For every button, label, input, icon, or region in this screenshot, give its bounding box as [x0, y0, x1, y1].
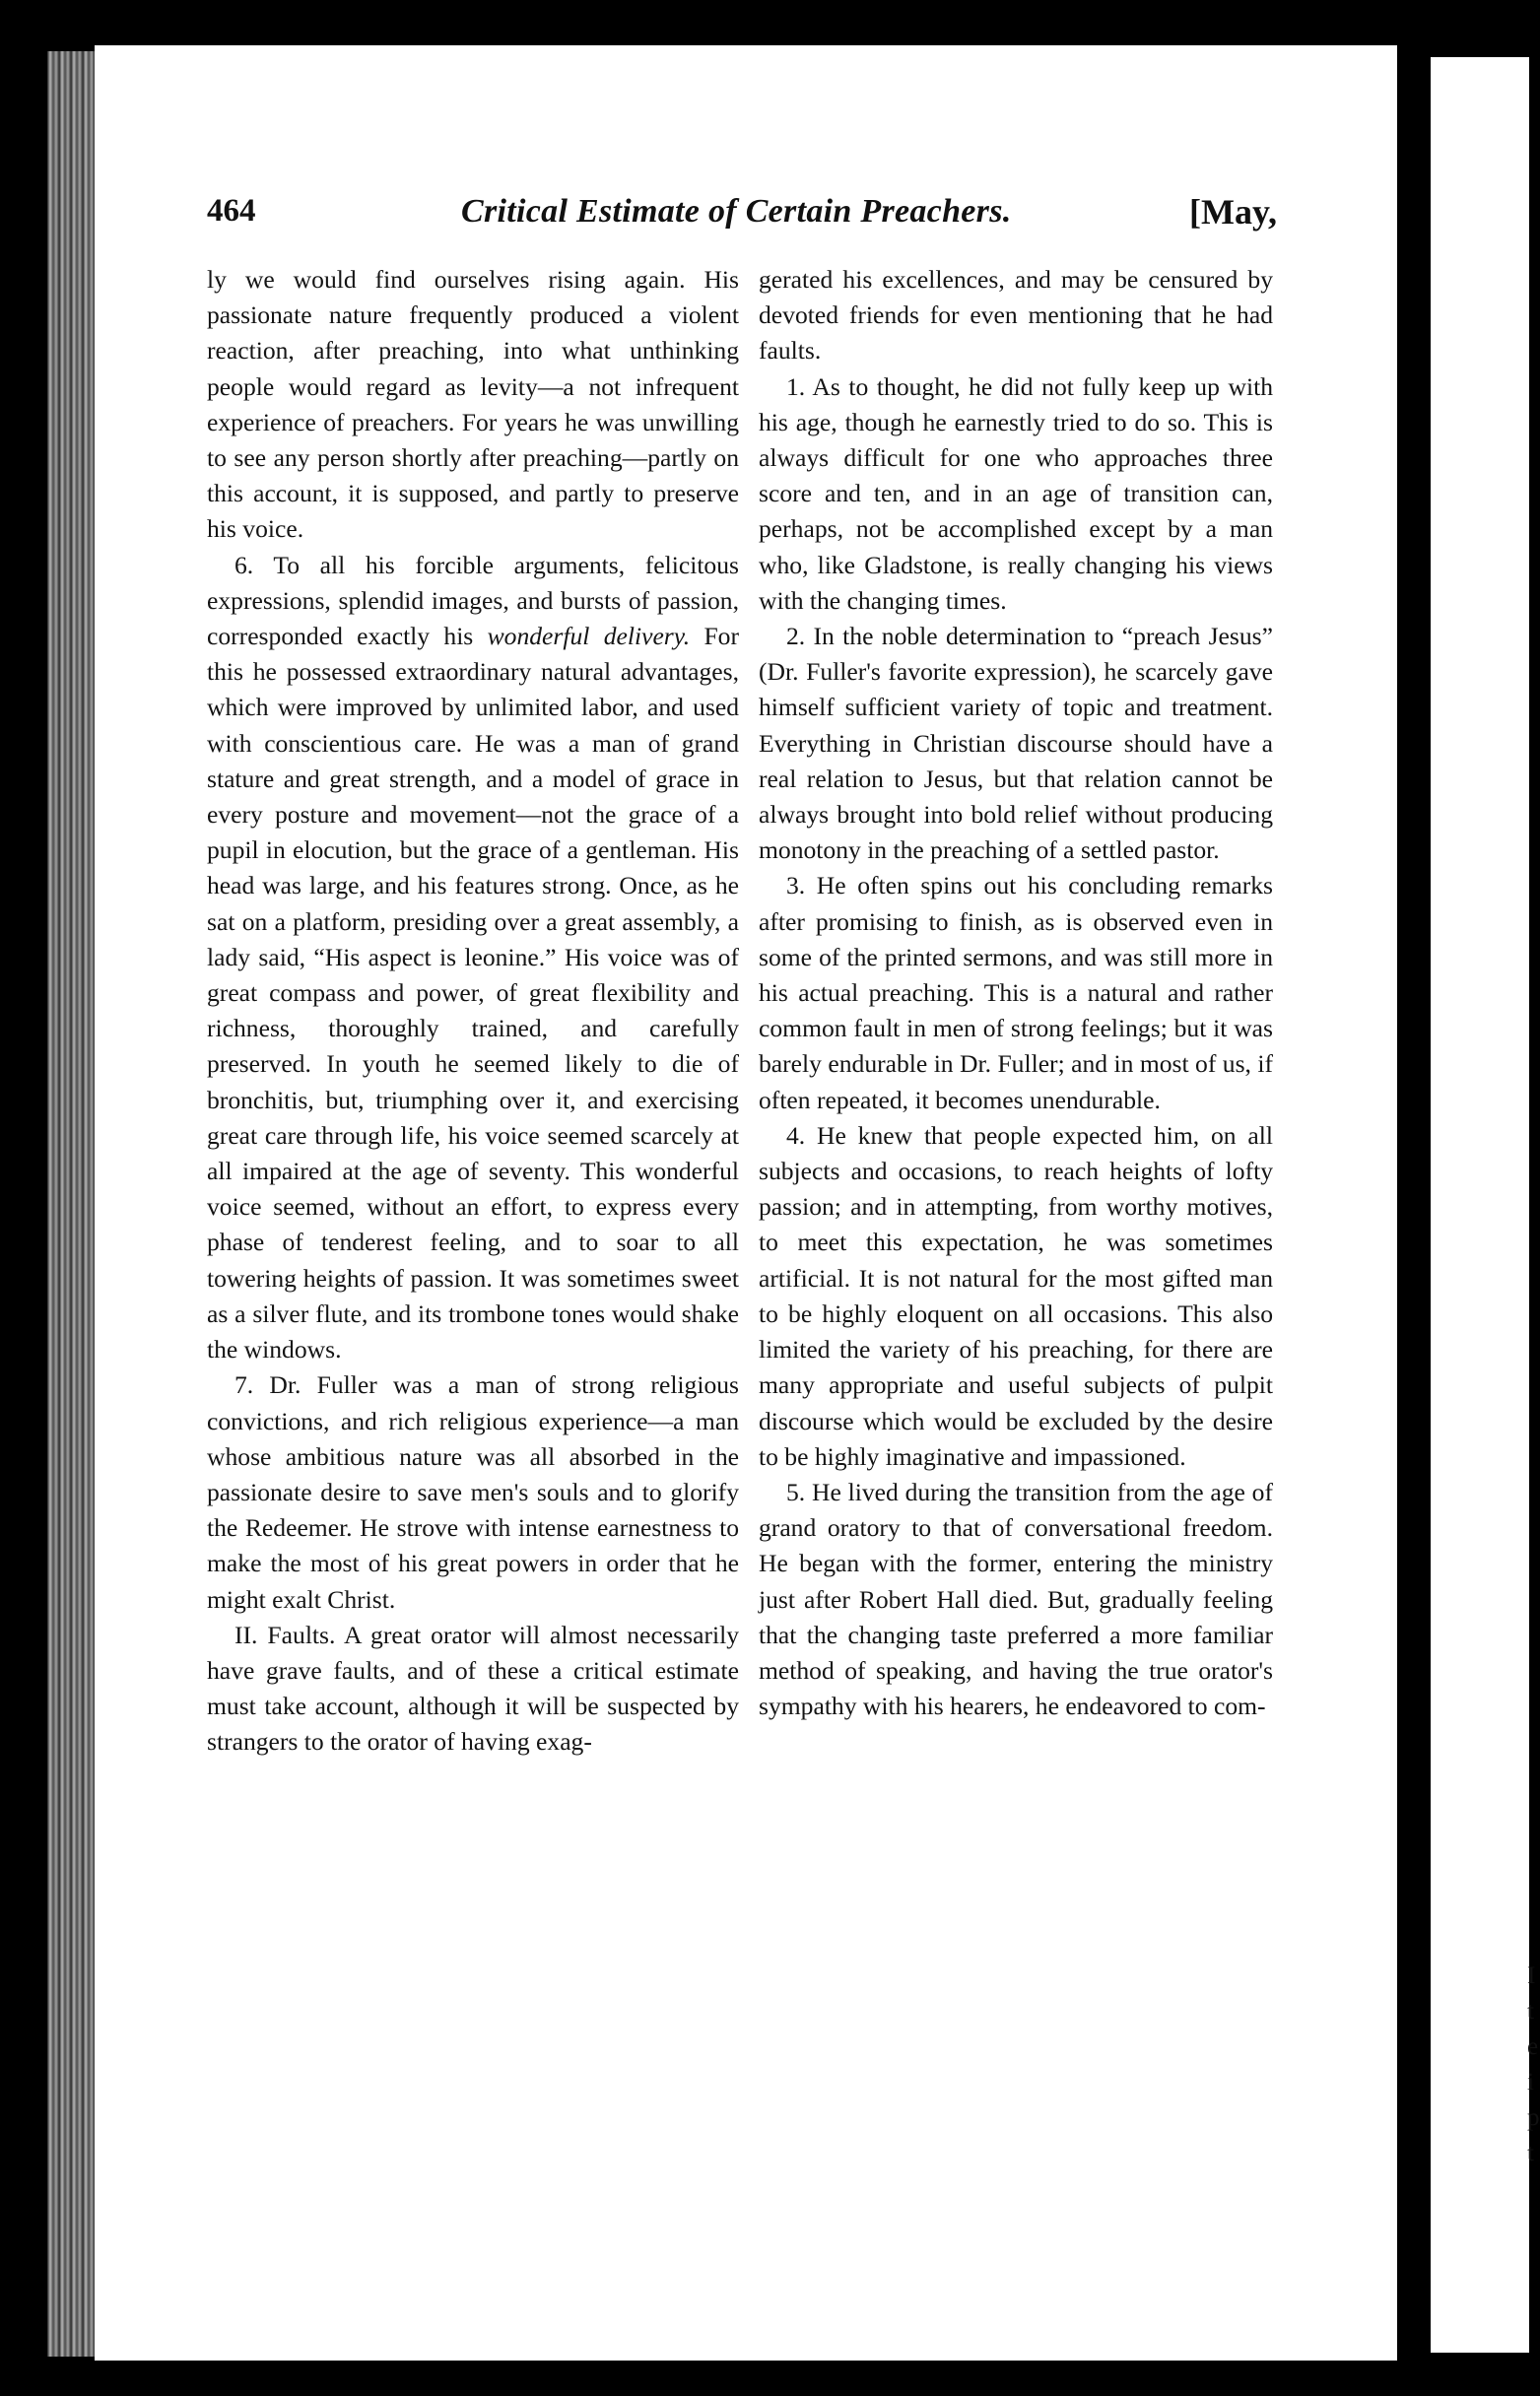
running-title: Critical Estimate of Certain Preachers.	[461, 193, 1012, 230]
paragraph: 5. He lived during the transition from the age of grand oratory to that of conversational freedom. He began with the former, entering the ministry just after Robert Hall died. But, gradually feeling that the changing taste preferred a more familiar method of speaking, and having the true orator's sympathy with his hearers, he endeavored to com-	[759, 1477, 1273, 1721]
paragraph: 3. He often spins out his concluding remarks after promising to finish, as is observed even in some of the printed sermons, and was still more in his actual preaching. This is a natural and rather common fault in men of strong feelings; but it was barely endurable in Dr. Fuller; and in most of us, if often repeated, it becomes unendurable.	[759, 871, 1273, 1114]
next-page-fragment: p	[1527, 2104, 1540, 2131]
right-column	[759, 262, 1273, 2301]
page-header	[207, 193, 1277, 242]
paragraph: II. Faults. A great orator will almost necessarily have grave faults, and of these a critical estimate must take account, although it will be suspected by strangers to the orator of having exag-	[207, 1620, 739, 1757]
next-page-fragment: i	[1527, 2069, 1534, 2096]
emphasis-text: wonderful delivery.	[487, 622, 691, 651]
paragraph: ly we would find ourselves rising again. His passionate nature frequently produced a violent reaction, after preaching, into what unthinking people would regard as levity—a not infrequent experience of preachers. For years he was unwilling to see any person shortly after preaching—partly on this account, it is supposed, and partly to preserve his voice.	[207, 265, 739, 544]
left-column	[207, 262, 739, 2301]
next-page-fragment: I	[1527, 1963, 1536, 1989]
paragraph: 4. He knew that people expected him, on all subjects and occasions, to reach heights of lofty passion; and in attempting, from worthy motives, to meet this expectation, he was sometimes artificial. It is not natural for the most gifted man to be highly eloquent on all occasions. This also limited the variety of his preaching, for there are many appropriate and useful subjects of pulpit discourse which would be excluded by the desire to be highly imaginative and impassioned.	[759, 1120, 1273, 1471]
adjacent-page-edge	[1431, 57, 1540, 2353]
page-number: 464	[207, 193, 256, 229]
paragraph	[207, 548, 739, 1368]
paragraph: 7. Dr. Fuller was a man of strong religious convictions, and rich religious experience—a man whose ambitious nature was all absorbed in the passionate desire to save men's souls and to glorify the Redeemer. He strove with intense earnestness to make the most of his great powers in order that he might exalt Christ.	[207, 1370, 739, 1614]
paragraph: 1. As to thought, he did not fully keep up with his age, though he earnestly tried to do so. This is always difficult for one who approaches three score and ten, and in an age of transition can, perhaps, not be accomplished except by a man who, like Gladstone, is really changing his views with the changing times.	[759, 371, 1273, 615]
next-page-fragment: t	[1527, 1998, 1534, 2025]
paragraph-text: For this he possessed extraordinary natural advantages, which were improved by unlimited labor, and used with conscientious care. He was a man of grand stature and great strength, and a model of grace in every posture and movement—not the grace of a pupil in elocution, but the grace of a gentleman. His head was large, and his features strong. Once, as he sat on a platform, presiding over a great assembly, a lady said, “His aspect is leonine.” His voice was of great compass and power, of great flexibility and richness, thoroughly trained, and carefully preserved. In youth he seemed likely to die of bronchitis, but, triumphing over it, and exercising great care through life, his voice seemed scarcely at all impaired at the age of seventy. This wonderful voice seemed, without an effort, to express every phase of tenderest feeling, and to soar to all towering heights of passion. It was sometimes sweet as a silver flute, and its trombone tones would shake the windows.	[207, 622, 739, 1364]
next-page-fragment: t	[1527, 2140, 1534, 2166]
header-month: [May,	[1189, 192, 1277, 232]
next-page-fragment: e	[1527, 2033, 1539, 2060]
paragraph: gerated his excellences, and may be censured by devoted friends for even mentioning that he had faults.	[759, 265, 1273, 366]
paragraph: 2. In the noble determination to “preach Jesus” (Dr. Fuller's favorite expression), he scarcely gave himself sufficient variety of topic and treatment. Everything in Christian discourse should have a real relation to Jesus, but that relation cannot be always brought into bold relief without producing monotony in the preaching of a settled pastor.	[759, 622, 1273, 865]
book-binding-edge	[47, 51, 99, 2357]
paragraph-text: 6. To all his forcible arguments, felicitous expressions, splendid images, and bursts of passion, corresponded exactly his	[207, 550, 739, 651]
